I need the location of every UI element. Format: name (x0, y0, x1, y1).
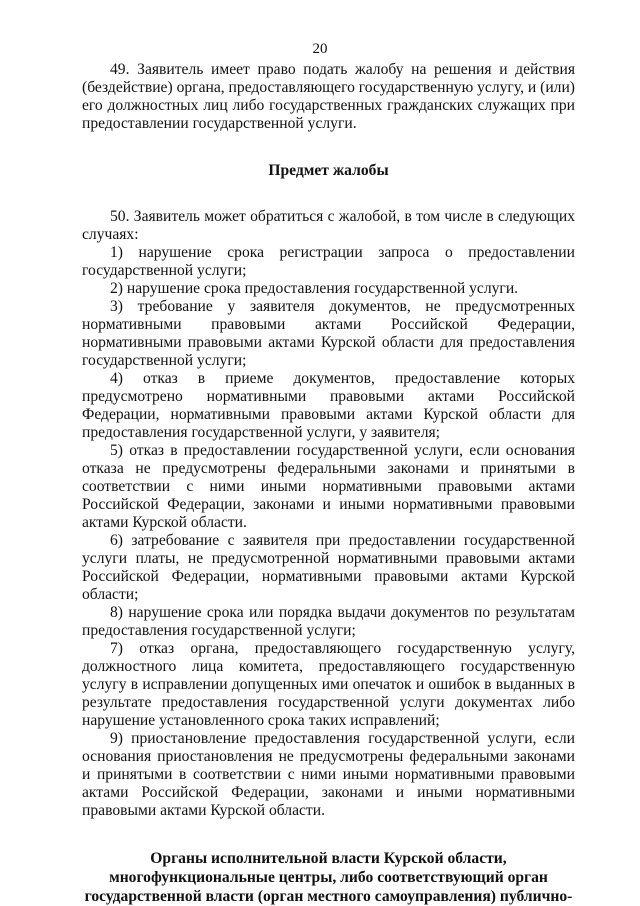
page-number: 20 (312, 41, 328, 57)
section-title-line: многофункциональные центры, либо соответствующий орган (109, 869, 548, 886)
list-item-8: 8) нарушение срока или порядка выдачи документов по результатам предоставления государственной услуги; (82, 604, 575, 639)
section-title-line: Органы исполнительной власти Курской области, (150, 850, 507, 867)
section-title-line: государственной власти (орган местного самоуправления) публично- (84, 888, 573, 905)
paragraph-49: 49. Заявитель имеет право подать жалобу на решения и действия (бездействие) органа, предоставляющего государственную услугу, и (или) его должностных лиц либо государственных гражданских служащих при предоставлении государственной услуги. (82, 61, 575, 132)
section-title-authorities (82, 849, 575, 906)
list-item-7: 7) отказ органа, предоставляющего государственную услугу, должностного лица комитета, предоставляющего государственную услугу в исправлении допущенных ими опечаток и ошибок в выданных в результате предоставления государственной услуги документах либо нарушение установленного срока таких исправлений; (82, 640, 575, 729)
paragraph-50: 50. Заявитель может обратиться с жалобой, в том числе в следующих случаях: (82, 208, 575, 243)
list-item-9: 9) приостановление предоставления государственной услуги, если основания приостановления не предусмотрены федеральными законами и принятыми в соответствии с ними иными нормативными правовыми актами Российской Федерации, законами и иными нормативными правовыми актами Курской области. (82, 730, 575, 819)
spacer (82, 820, 575, 849)
spacer (82, 180, 575, 208)
page-content (82, 61, 575, 906)
spacer (82, 133, 575, 162)
heading-complaint-subject: Предмет жалобы (268, 162, 389, 179)
list-item-3: 3) требование у заявителя документов, не предусмотренных нормативными правовыми актами Российской Федерации, нормативными правовыми актами Курской области для предоставления государственной услуги; (82, 298, 575, 369)
list-item-2: 2) нарушение срока предоставления государственной услуги. (110, 280, 519, 297)
list-item-5: 5) отказ в предоставлении государственной услуги, если основания отказа не предусмотрены федеральными законами и принятыми в соответствии с ними иными нормативными правовыми актами Российской Федерации, законами и иными нормативными правовыми актами Курской области. (82, 442, 575, 531)
list-item-6: 6) затребование с заявителя при предоставлении государственной услуги платы, не предусмотренной нормативными правовыми актами Российской Федерации, нормативными правовыми актами Курской области; (82, 532, 575, 603)
list-item-4: 4) отказ в приеме документов, предоставление которых предусмотрено нормативными правовыми актами Российской Федерации, нормативными правовыми актами Курской области для предоставления государственной услуги, у заявителя; (82, 370, 575, 441)
list-item-1: 1) нарушение срока регистрации запроса о предоставлении государственной услуги; (82, 244, 575, 279)
